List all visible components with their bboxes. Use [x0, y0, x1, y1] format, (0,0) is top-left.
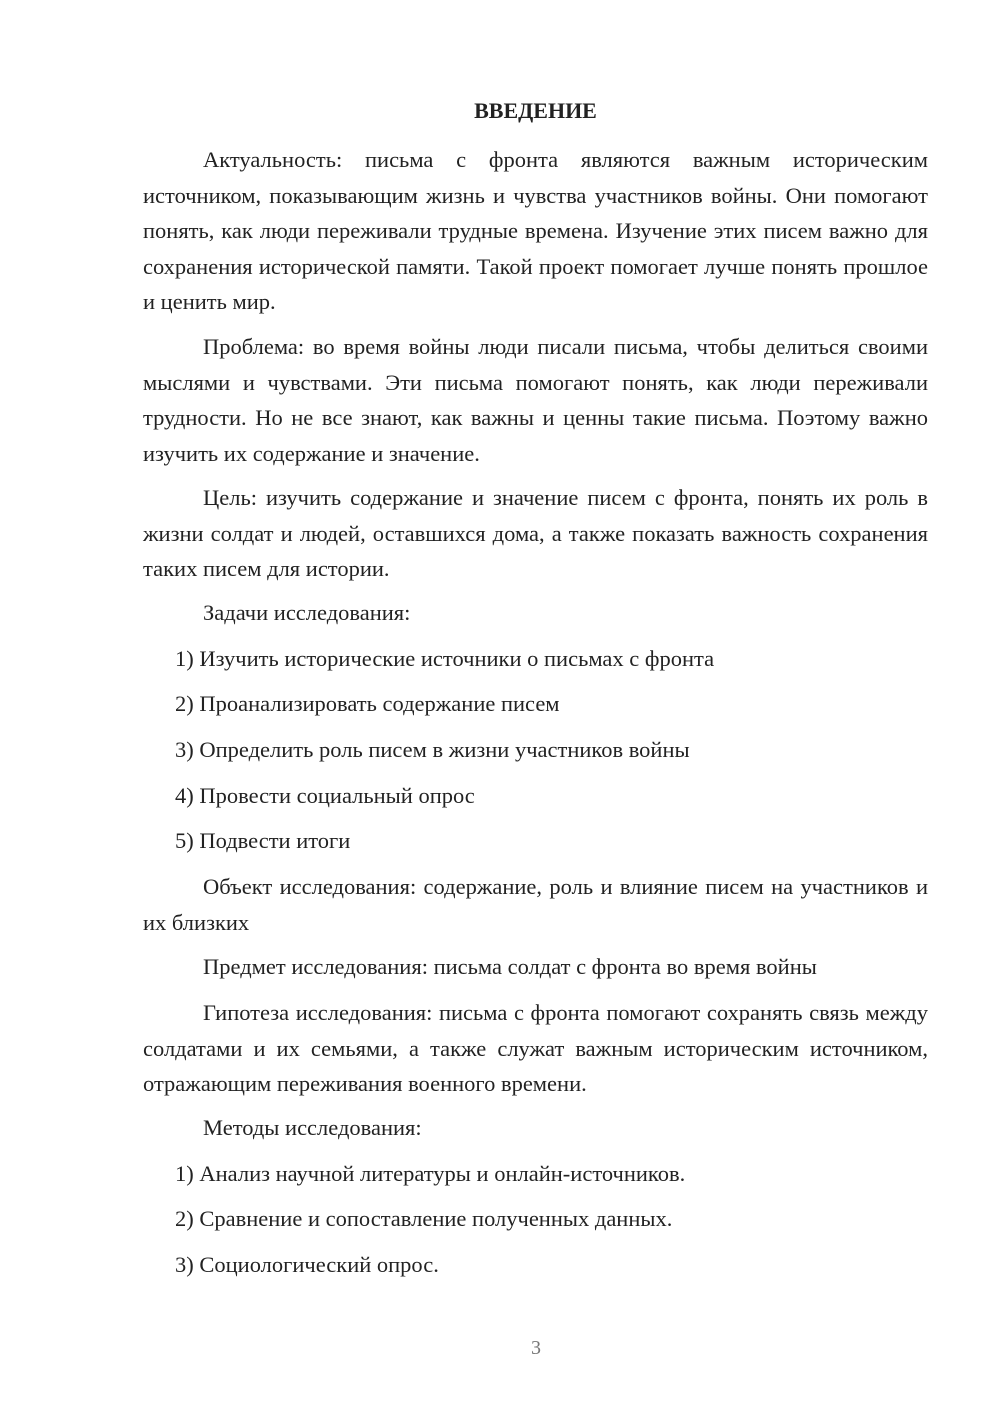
problem-paragraph: Проблема: во время войны люди писали письма, чтобы делиться своими мыслями и чувствами. Эти письма помогают понять, как люди переживали трудности. Но не все знают, как важны и ценны такие письма. Поэтому важно изучить их содержание и значение.	[143, 334, 928, 466]
subject-paragraph: Предмет исследования: письма солдат с фронта во время войны	[203, 954, 817, 979]
task-item: 4) Провести социальный опрос	[175, 783, 475, 808]
methods-heading: Методы исследования:	[203, 1115, 422, 1140]
object-paragraph: Объект исследования: содержание, роль и влияние писем на участников и их близких	[143, 874, 928, 935]
goal-paragraph: Цель: изучить содержание и значение писем с фронта, понять их роль в жизни солдат и людей, оставшихся дома, а также показать важность сохранения таких писем для истории.	[143, 485, 928, 581]
task-item: 3) Определить роль писем в жизни участников войны	[175, 737, 690, 762]
hypothesis-paragraph: Гипотеза исследования: письма с фронта помогают сохранять связь между солдатами и их семьями, а также служат важным историческим источником, отражающим переживания военного времени.	[143, 1000, 928, 1096]
method-item: 3) Социологический опрос.	[175, 1252, 439, 1277]
method-item: 2) Сравнение и сопоставление полученных данных.	[175, 1206, 673, 1231]
method-item: 1) Анализ научной литературы и онлайн-источников.	[175, 1161, 686, 1186]
page-number: 3	[531, 1337, 541, 1359]
section-title: ВВЕДЕНИЕ	[474, 98, 597, 123]
task-item: 2) Проанализировать содержание писем	[175, 691, 560, 716]
task-item: 1) Изучить исторические источники о письмах с фронта	[175, 646, 715, 671]
relevance-paragraph: Актуальность: письма с фронта являются важным историческим источником, показывающим жизнь и чувства участников войны. Они помогают понять, как люди переживали трудные времена. Изучение этих писем важно для сохранения исторической памяти. Такой проект помогает лучше понять прошлое и ценить мир.	[143, 147, 928, 314]
task-item: 5) Подвести итоги	[175, 828, 351, 853]
tasks-heading: Задачи исследования:	[203, 600, 411, 625]
